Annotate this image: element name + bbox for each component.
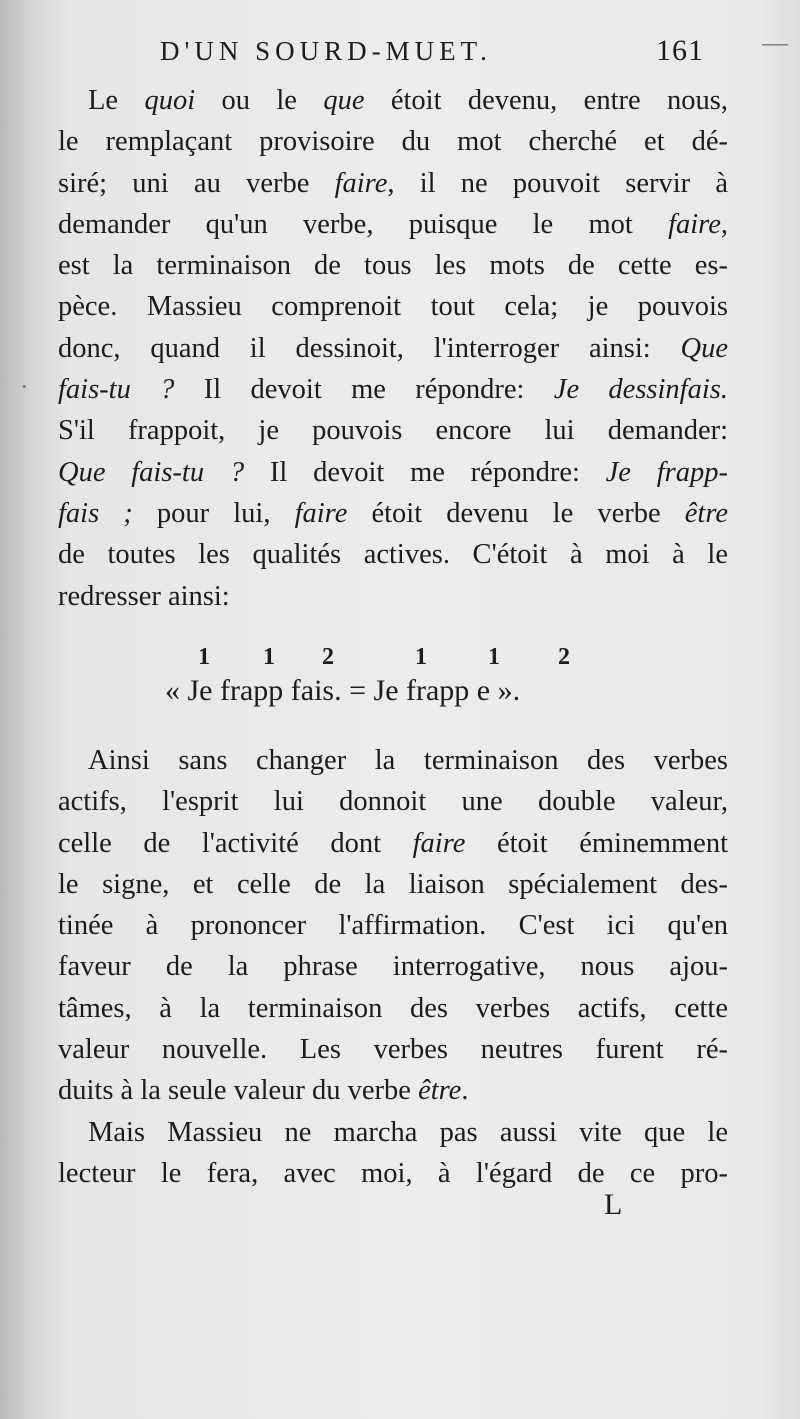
text-line: celle de l'activité dont faire étoit éminemment [58,827,728,859]
text-line: valeur nouvelle. Les verbes neutres furent ré- [58,1034,728,1066]
text-line: actifs, l'esprit lui donnoit une double valeur, [58,786,728,818]
signature-mark: L [604,1188,623,1221]
text-line: Ainsi sans changer la terminaison des verbes [88,745,728,776]
numeral: 2 [322,644,334,670]
paragraph-1 [58,80,728,617]
margin-mark: — [762,28,788,57]
text-line: le remplaçant provisoire du mot cherché et dé- [58,126,728,158]
numeral: 1 [198,644,210,670]
page-number: 161 [656,34,704,67]
text-line: fais-tu ? Il devoit me répondre: Je dessinfais. [58,374,728,406]
example-formula: « Je frapp fais. = Je frapp e ». [165,674,521,707]
text-line: siré; uni au verbe faire, il ne pouvoit servir à [58,167,728,199]
numeral: 1 [488,644,500,670]
paragraph-text [58,740,728,1112]
text-line: faveur de la phrase interrogative, nous ajou- [58,951,728,983]
paragraph-2 [58,740,728,1194]
text-line: demander qu'un verbe, puisque le mot faire, [58,208,728,240]
text-line: Mais Massieu ne marcha pas aussi vite que le [88,1116,728,1148]
text-line: lecteur le fera, avec moi, à l'égard de ce pro- [58,1157,728,1189]
text-line: tinée à prononcer l'affirmation. C'est ici qu'en [58,910,728,942]
example-numerals [190,644,590,678]
text-line: pèce. Massieu comprenoit tout cela; je pouvois [58,291,728,323]
paragraph-3 [58,1112,728,1195]
header-title: D'UN SOURD-MUET. [160,36,492,66]
text-line: Le quoi ou le que étoit devenu, entre nous, [88,85,728,116]
margin-mark: · [20,372,29,401]
text-line: redresser ainsi: [58,580,230,612]
text-line: S'il frappoit, je pouvois encore lui demander: [58,415,728,447]
running-header [160,28,740,78]
text-line: est la terminaison de tous les mots de cette es- [58,250,728,282]
numeral: 2 [558,644,570,670]
text-line: le signe, et celle de la liaison spécialement des- [58,868,728,900]
text-line: de toutes les qualités actives. C'étoit à moi à le [58,539,728,571]
text-line: tâmes, à la terminaison des verbes actifs, cette [58,992,728,1024]
numeral: 1 [263,644,275,670]
text-line: Que fais-tu ? Il devoit me répondre: Je frapp- [58,456,728,488]
numeral: 1 [415,644,427,670]
text-line: duits à la seule valeur du verbe être. [58,1075,469,1107]
text-line: donc, quand il dessinoit, l'interroger ainsi: Que [58,332,728,364]
paragraph-text [58,80,728,617]
text-line: fais ; pour lui, faire étoit devenu le verbe être [58,497,729,529]
